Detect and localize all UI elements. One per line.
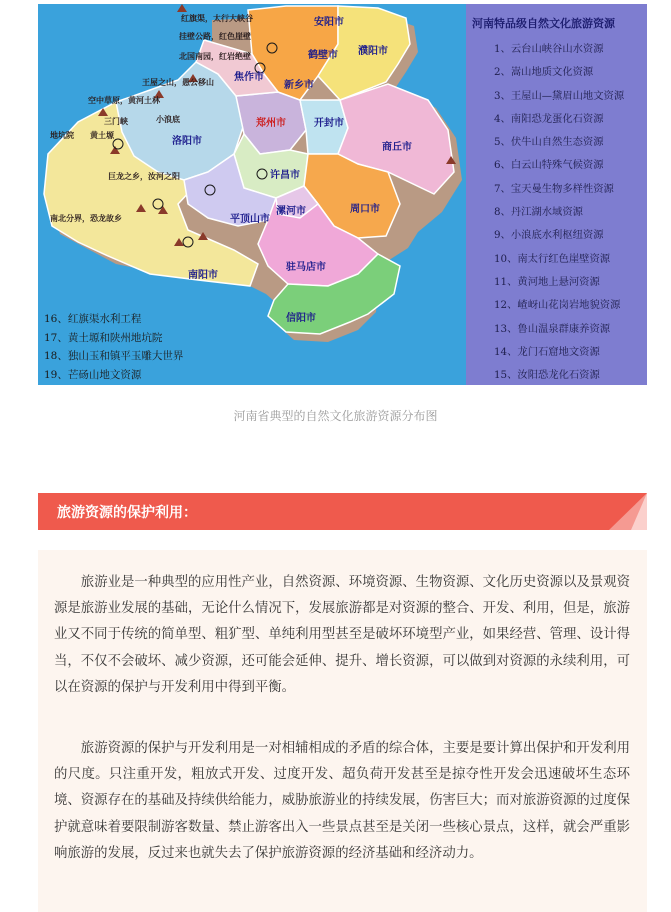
map-label-north1: 红旗渠，太行大峡谷 (181, 14, 253, 23)
map-label-kengyuan: 地坑院 (50, 131, 74, 140)
map-label-nanbei: 南北分界，恐龙故乡 (50, 214, 122, 223)
legend-item: 3、王屋山—黛眉山地文资源 (494, 89, 625, 102)
legend-item: 13、鲁山温泉群康养资源 (494, 322, 611, 335)
bottom-resource-list (44, 310, 183, 384)
section-header (38, 493, 647, 530)
legend-item: 7、宝天曼生物多样性资源 (494, 182, 614, 195)
section-title: 旅游资源的保护利用： (57, 505, 197, 521)
city-zhoukou: 周口市 (350, 204, 380, 215)
legend-list (494, 38, 624, 385)
city-xinyang: 信阳市 (286, 313, 316, 324)
article-body (38, 550, 647, 912)
legend-item: 14、龙门石窟地文资源 (494, 345, 600, 358)
city-kaifeng: 开封市 (314, 118, 344, 129)
map-label-north3: 北国南园，红岩绝壁 (179, 52, 251, 61)
paragraph-2: 旅游资源的保护与开发利用是一对相辅相成的矛盾的综合体，主要是要计算出保护和开发利用的尺度。只注重开发，粗放式开发、过度开发、超负荷开发甚至是掠夺性开发会迅速破坏生态环境、资源存在的基础及持续供给能力，威胁旅游业的持续发展，伤害巨大；而对旅游资源的过度保护就意味着要限制游客数量、禁止游客出入一些景点甚至是关闭一些核心景点，这样，就会严重影响旅游的发展，反过来也就失去了保护旅游资源的经济基础和经济动力。 (54, 741, 630, 861)
map-label-huangtu: 黄土塬 (90, 131, 114, 140)
figure-caption: 河南省典型的自然文化旅游资源分布图 (233, 409, 438, 423)
city-shangqiu: 商丘市 (382, 142, 412, 153)
header-corner-highlight (631, 493, 647, 530)
city-pingdingshan: 平顶山市 (230, 214, 270, 225)
city-hebi: 鹤壁市 (308, 50, 338, 61)
legend-item: 15、汝阳恐龙化石资源 (494, 369, 600, 382)
city-xuchang: 许昌市 (270, 170, 300, 181)
map-label-north2: 挂壁公路，红色崖壁 (179, 32, 251, 41)
map-label-juyuan: 巨龙之乡，汝河之阳 (108, 172, 180, 181)
map-figure (38, 4, 647, 385)
city-zhengzhou: 郑州市 (256, 118, 286, 129)
paragraph-1: 旅游业是一种典型的应用性产业，自然资源、环境资源、生物资源、文化历史资源以及景观资源是旅游业发展的基础，无论什么情况下，发展旅游都是对资源的整合、开发、利用，但是，旅游业又不同于传统的简单型、粗犷型、单纯利用型甚至是破坏环境型产业，如果经营、管理、设计得当，不仅不会破坏、减少资源，还可能会延伸、提升、增长资源，可以做到对资源的永续利用，可以在资源的保护与开发利用中得到平衡。 (54, 575, 630, 695)
city-puyang: 濮阳市 (358, 46, 388, 57)
legend-item: 2、嵩山地质文化资源 (494, 66, 594, 79)
bottom-item: 17、黄土塬和陕州地坑院 (44, 331, 163, 344)
bottom-item: 19、芒砀山地文资源 (44, 368, 142, 381)
city-luoyang: 洛阳市 (172, 136, 202, 147)
legend-item: 5、伏牛山自然生态资源 (494, 136, 604, 149)
legend-item: 12、嵖岈山花岗岩地貌资源 (494, 299, 621, 312)
city-luohe: 漯河市 (276, 206, 306, 217)
legend-item: 4、南阳恐龙蛋化石资源 (494, 112, 604, 125)
map-label-xiaolangdi: 小浪底 (156, 115, 180, 124)
legend-title: 河南特品级自然文化旅游资源 (472, 17, 615, 30)
map-label-huanghe: 空中草原，黄河土林 (88, 96, 160, 105)
map-label-sanmen: 三门峡 (104, 117, 128, 126)
legend-item: 8、丹江湖水域资源 (494, 206, 583, 219)
legend-item: 6、白云山特殊气候资源 (494, 159, 604, 172)
legend-panel (466, 4, 647, 385)
map-label-wangwu: 王屋之山，愚公移山 (142, 78, 214, 87)
city-zhumadian: 驻马店市 (286, 262, 326, 273)
city-xinxiang: 新乡市 (284, 80, 314, 91)
legend-item: 9、小浪底水利枢纽资源 (494, 229, 604, 242)
city-nanyang: 南阳市 (188, 270, 218, 281)
city-jiaozuo: 焦作市 (234, 72, 264, 83)
legend-item: 1、云台山峡谷山水资源 (494, 43, 604, 55)
bottom-item: 16、红旗渠水利工程 (44, 313, 142, 325)
legend-item: 11、黄河地上悬河资源 (494, 275, 600, 288)
legend-item: 10、南太行红色崖壁资源 (494, 252, 611, 265)
bottom-item: 18、独山玉和镇平玉雕大世界 (44, 350, 184, 362)
city-anyang: 安阳市 (314, 17, 344, 28)
